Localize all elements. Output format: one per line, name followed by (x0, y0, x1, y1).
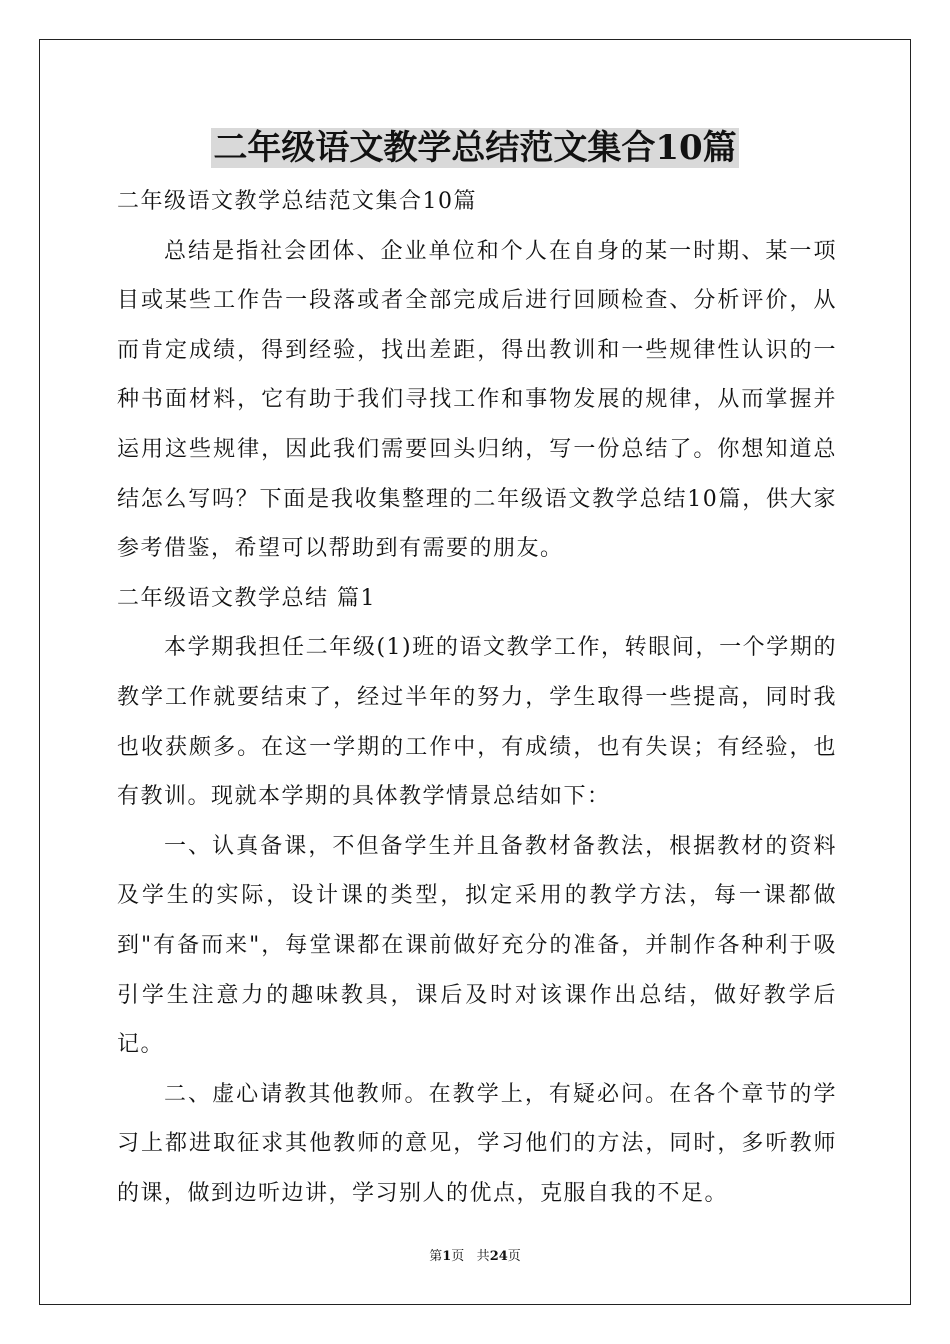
paragraph-0: 二年级语文教学总结范文集合10篇 (117, 189, 477, 214)
paragraph-2: 二年级语文教学总结 篇1 (117, 585, 376, 611)
footer-page-number: 1 (442, 1249, 452, 1264)
paragraph-3: 本学期我担任二年级(1)班的语文教学工作，转眼间，一个学期的教学工作就要结束了，经过半年的努力，学生取得一些提高，同时我也收获颇多。在这一学期的工作中，有成绩，也有失误；有经验，也有教训。现就本学期的具体教学情景总结如下： (117, 635, 837, 810)
document-body (117, 177, 837, 1218)
page-footer (0, 1248, 950, 1266)
document-title-text: 二年级语文教学总结范文集合10篇 (213, 128, 737, 168)
footer-page-prefix: 第 (429, 1249, 443, 1264)
footer-total-pages: 24 (489, 1249, 508, 1264)
paragraph-5: 二、虚心请教其他教师。在教学上，有疑必问。在各个章节的学习上都进取征求其他教师的意见，学习他们的方法，同时，多听教师的课，做到边听边讲，学习别人的优点，克服自我的不足。 (117, 1081, 837, 1206)
footer-total-suffix: 页 (507, 1249, 521, 1264)
document-title (0, 125, 950, 171)
footer-page-suffix: 页 (451, 1249, 465, 1264)
footer-total-prefix: 共 (476, 1249, 490, 1264)
paragraph-4: 一、认真备课，不但备学生并且备教材备教法，根据教材的资料及学生的实际，设计课的类型，拟定采用的教学方法，每一课都做到"有备而来"，每堂课都在课前做好充分的准备，并制作各种利于吸引学生注意力的趣味教具，课后及时对该课作出总结，做好教学后记。 (117, 833, 837, 1058)
paragraph-1: 总结是指社会团体、企业单位和个人在自身的某一时期、某一项目或某些工作告一段落或者全部完成后进行回顾检查、分析评价，从而肯定成绩，得到经验，找出差距，得出教训和一些规律性认识的一种书面材料，它有助于我们寻找工作和事物发展的规律，从而掌握并运用这些规律，因此我们需要回头归纳，写一份总结了。你想知道总结怎么写吗？下面是我收集整理的二年级语文教学总结10篇，供大家参考借鉴，希望可以帮助到有需要的朋友。 (117, 238, 837, 562)
